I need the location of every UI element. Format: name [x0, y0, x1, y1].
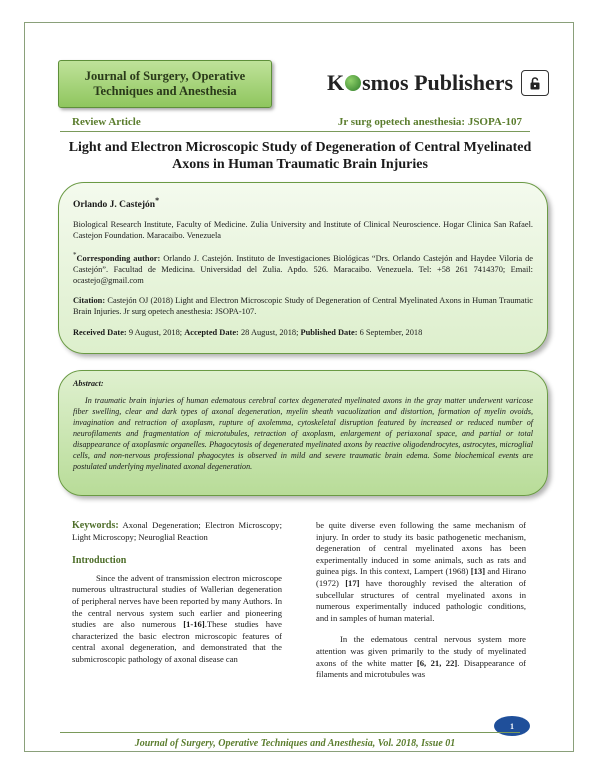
- intro-paragraph: Since the advent of transmission electron microscope numerous ultrastructural studies of Wallerian degeneration of peripheral nerves have been reported by many Authors. In the central nervous system such earlier and pioneering studies are also numerous [1-16].These studies have characterized the basic electron microscopic features of central axonal degeneration, and demonstrated that the submicroscopic pathology of axonal disease can: [72, 572, 282, 664]
- abstract-text: In traumatic brain injuries of human edematous cerebral cortex degenerated myelinated axons in the gray matter underwent varicose fiber swelling, clear and dark types of axonal degeneration, myelin sheath vacuolization and distortion, formation of myelin ovoids, invagination and retraction of axoplasm, rupture of axolemma, cytoskeletal disruption featured by increased or reduced number of neurofilaments and fragmentation of microtubules, retraction of axoplasm, enlargement of periaxonal space, and partial or total disappearance of axoplasmic organelles. Phagocytosis of degenerated myelinated axons by reactive oligodendrocytes, astrocytes, microglial cells, and non-nervous professional phagocytes is observed in mild and severe traumatic brain edema. Some biochemical events are postulated underlying myelinated axonal degeneration.: [73, 396, 533, 471]
- abstract-heading: Abstract:: [73, 379, 104, 388]
- corresponding-author: *Corresponding author: Orlando J. Castejón. Instituto de Investigaciones Biológicas “Drs. Orlando Castejón and Haydee Viloria de Castejón”. Facultad de Medicina. Universidad del Zulia. Apdo. 526. Maracaibo. Venezuela. Tel: +58 261 7414370; Email: ocastejo@gmail.com: [73, 251, 533, 285]
- keywords: Keywords: Axonal Degeneration; Electron Microscopy; Light Microscopy; Neuroglial Reaction: [72, 520, 282, 542]
- author-name: Orlando J. Castejón*: [73, 196, 160, 211]
- right-column: [316, 520, 526, 681]
- publisher-word-publishers: Publishers: [414, 70, 514, 95]
- author-asterisk: *: [155, 196, 160, 205]
- footer-journal-text: Journal of Surgery, Operative Techniques and Anesthesia, Vol. 2018, Issue 01: [134, 738, 456, 749]
- globe-icon: [345, 75, 361, 91]
- article-type: Review Article: [72, 116, 141, 128]
- right-paragraph-2: In the edematous central nervous system more attention was given primarily to the study of myelinated axons of the white matter [6, 21, 22]. Disappearance of filaments and microtubules was: [316, 634, 526, 680]
- journal-code: Jr surg opetech anesthesia: JSOPA-107: [337, 116, 522, 128]
- article-info-box: [58, 182, 548, 354]
- dates: Received Date: 9 August, 2018; Accepted Date: 28 August, 2018; Published Date: 6 September, 2018: [73, 327, 423, 337]
- publisher-logo: [327, 70, 549, 96]
- publisher-word-smos: smos: [362, 70, 415, 95]
- affiliation: Biological Research Institute, Faculty of Medicine. Zulia University and Institute of Clinical Neuroscience. Hogar Clinica San Rafael. Castejon Foundation. Maracaibo. Venezuela: [73, 220, 533, 241]
- publisher-letter-k: K: [327, 70, 345, 95]
- article-title: Light and Electron Microscopic Study of Degeneration of Central Myelinated Axons in Human Traumatic Brain Injuries: [68, 140, 532, 172]
- open-access-lock-icon[interactable]: [521, 70, 549, 96]
- abstract-box: [58, 370, 548, 496]
- footer-divider: [60, 732, 520, 733]
- citation: Citation: Castejón OJ (2018) Light and Electron Microscopic Study of Degeneration of Central Myelinated Axons in Human Traumatic Brain Injuries. Jr surg opetech anesthesia: JSOPA-107.: [73, 295, 534, 316]
- right-paragraph-1: be quite diverse even following the same mechanism of injury. In order to study its basic pathogenetic mechanism, degeneration of central myelinated axons has been experimentally induced in some animals, such as rats and guinea pigs. In this context, Lampert (1968) [13] and Hirano (1972) [17] have thoroughly revised the alteration of subcellular structures of central myelinated axons in numerous experimentally induced pathologic conditions, and in samples of human material.: [316, 520, 526, 623]
- journal-name-box: Journal of Surgery, Operative Techniques and Anesthesia: [58, 60, 272, 108]
- introduction-heading: Introduction: [72, 555, 127, 567]
- page-number-badge: 1: [494, 716, 530, 736]
- left-column: [72, 520, 282, 666]
- header-divider: [60, 131, 530, 132]
